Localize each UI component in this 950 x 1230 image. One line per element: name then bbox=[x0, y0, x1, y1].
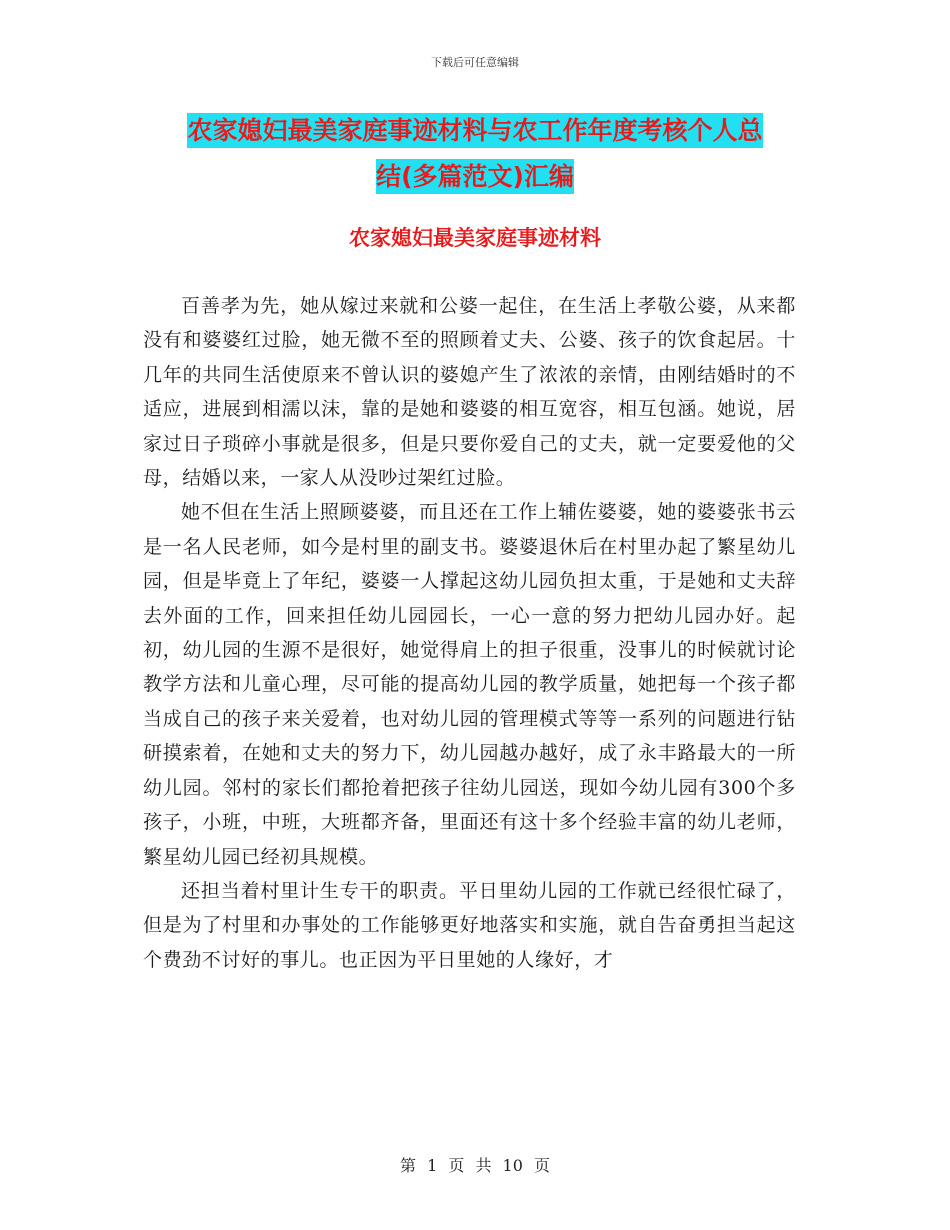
section-heading: 农家媳妇最美家庭事迹材料 bbox=[349, 226, 601, 250]
title-line-2: 结(多篇范文)汇编 bbox=[376, 159, 574, 194]
document-title bbox=[140, 108, 810, 200]
body-text bbox=[143, 289, 796, 977]
paragraph: 百善孝为先，她从嫁过来就和公婆一起住，在生活上孝敬公婆，从来都没有和婆婆红过脸，她无微不至的照顾着丈夫、公婆、孩子的饮食起居。十几年的共同生活使原来不曾认识的婆媳产生了浓浓的亲情，由刚结婚时的不适应，进展到相濡以沫，靠的是她和婆婆的相互宽容，相互包涵。她说，居家过日子琐碎小事就是很多，但是只要你爱自己的丈夫，就一定要爱他的父母，结婚以来，一家人从没吵过架红过脸。 bbox=[143, 295, 796, 490]
title-line-1: 农家媳妇最美家庭事迹材料与农工作年度考核个人总 bbox=[187, 113, 762, 148]
page-number-footer: 第 1 页 共 10 页 bbox=[400, 1156, 550, 1175]
header-note: 下载后可任意编辑 bbox=[431, 56, 519, 69]
paragraph: 还担当着村里计生专干的职责。平日里幼儿园的工作就已经很忙碌了，但是为了村里和办事处的工作能够更好地落实和实施，就自告奋勇担当起这个费劲不讨好的事儿。也正因为平日里她的人缘好，才 bbox=[143, 879, 796, 971]
paragraph: 她不但在生活上照顾婆婆，而且还在工作上辅佐婆婆，她的婆婆张书云是一名人民老师，如今是村里的副支书。婆婆退休后在村里办起了繁星幼儿园，但是毕竟上了年纪，婆婆一人撑起这幼儿园负担太重，于是她和丈夫辞去外面的工作，回来担任幼儿园园长，一心一意的努力把幼儿园办好。起初，幼儿园的生源不是很好，她觉得肩上的担子很重，没事儿的时候就讨论教学方法和儿童心理，尽可能的提高幼儿园的教学质量，她把每一个孩子都当成自己的孩子来关爱着，也对幼儿园的管理模式等等一系列的问题进行钻研摸索着，在她和丈夫的努力下，幼儿园越办越好，成了永丰路最大的一所幼儿园。邻村的家长们都抢着把孩子往幼儿园送，现如今幼儿园有300个多孩子，小班，中班，大班都齐备，里面还有这十多个经验丰富的幼儿老师，繁星幼儿园已经初具规模。 bbox=[143, 501, 796, 868]
